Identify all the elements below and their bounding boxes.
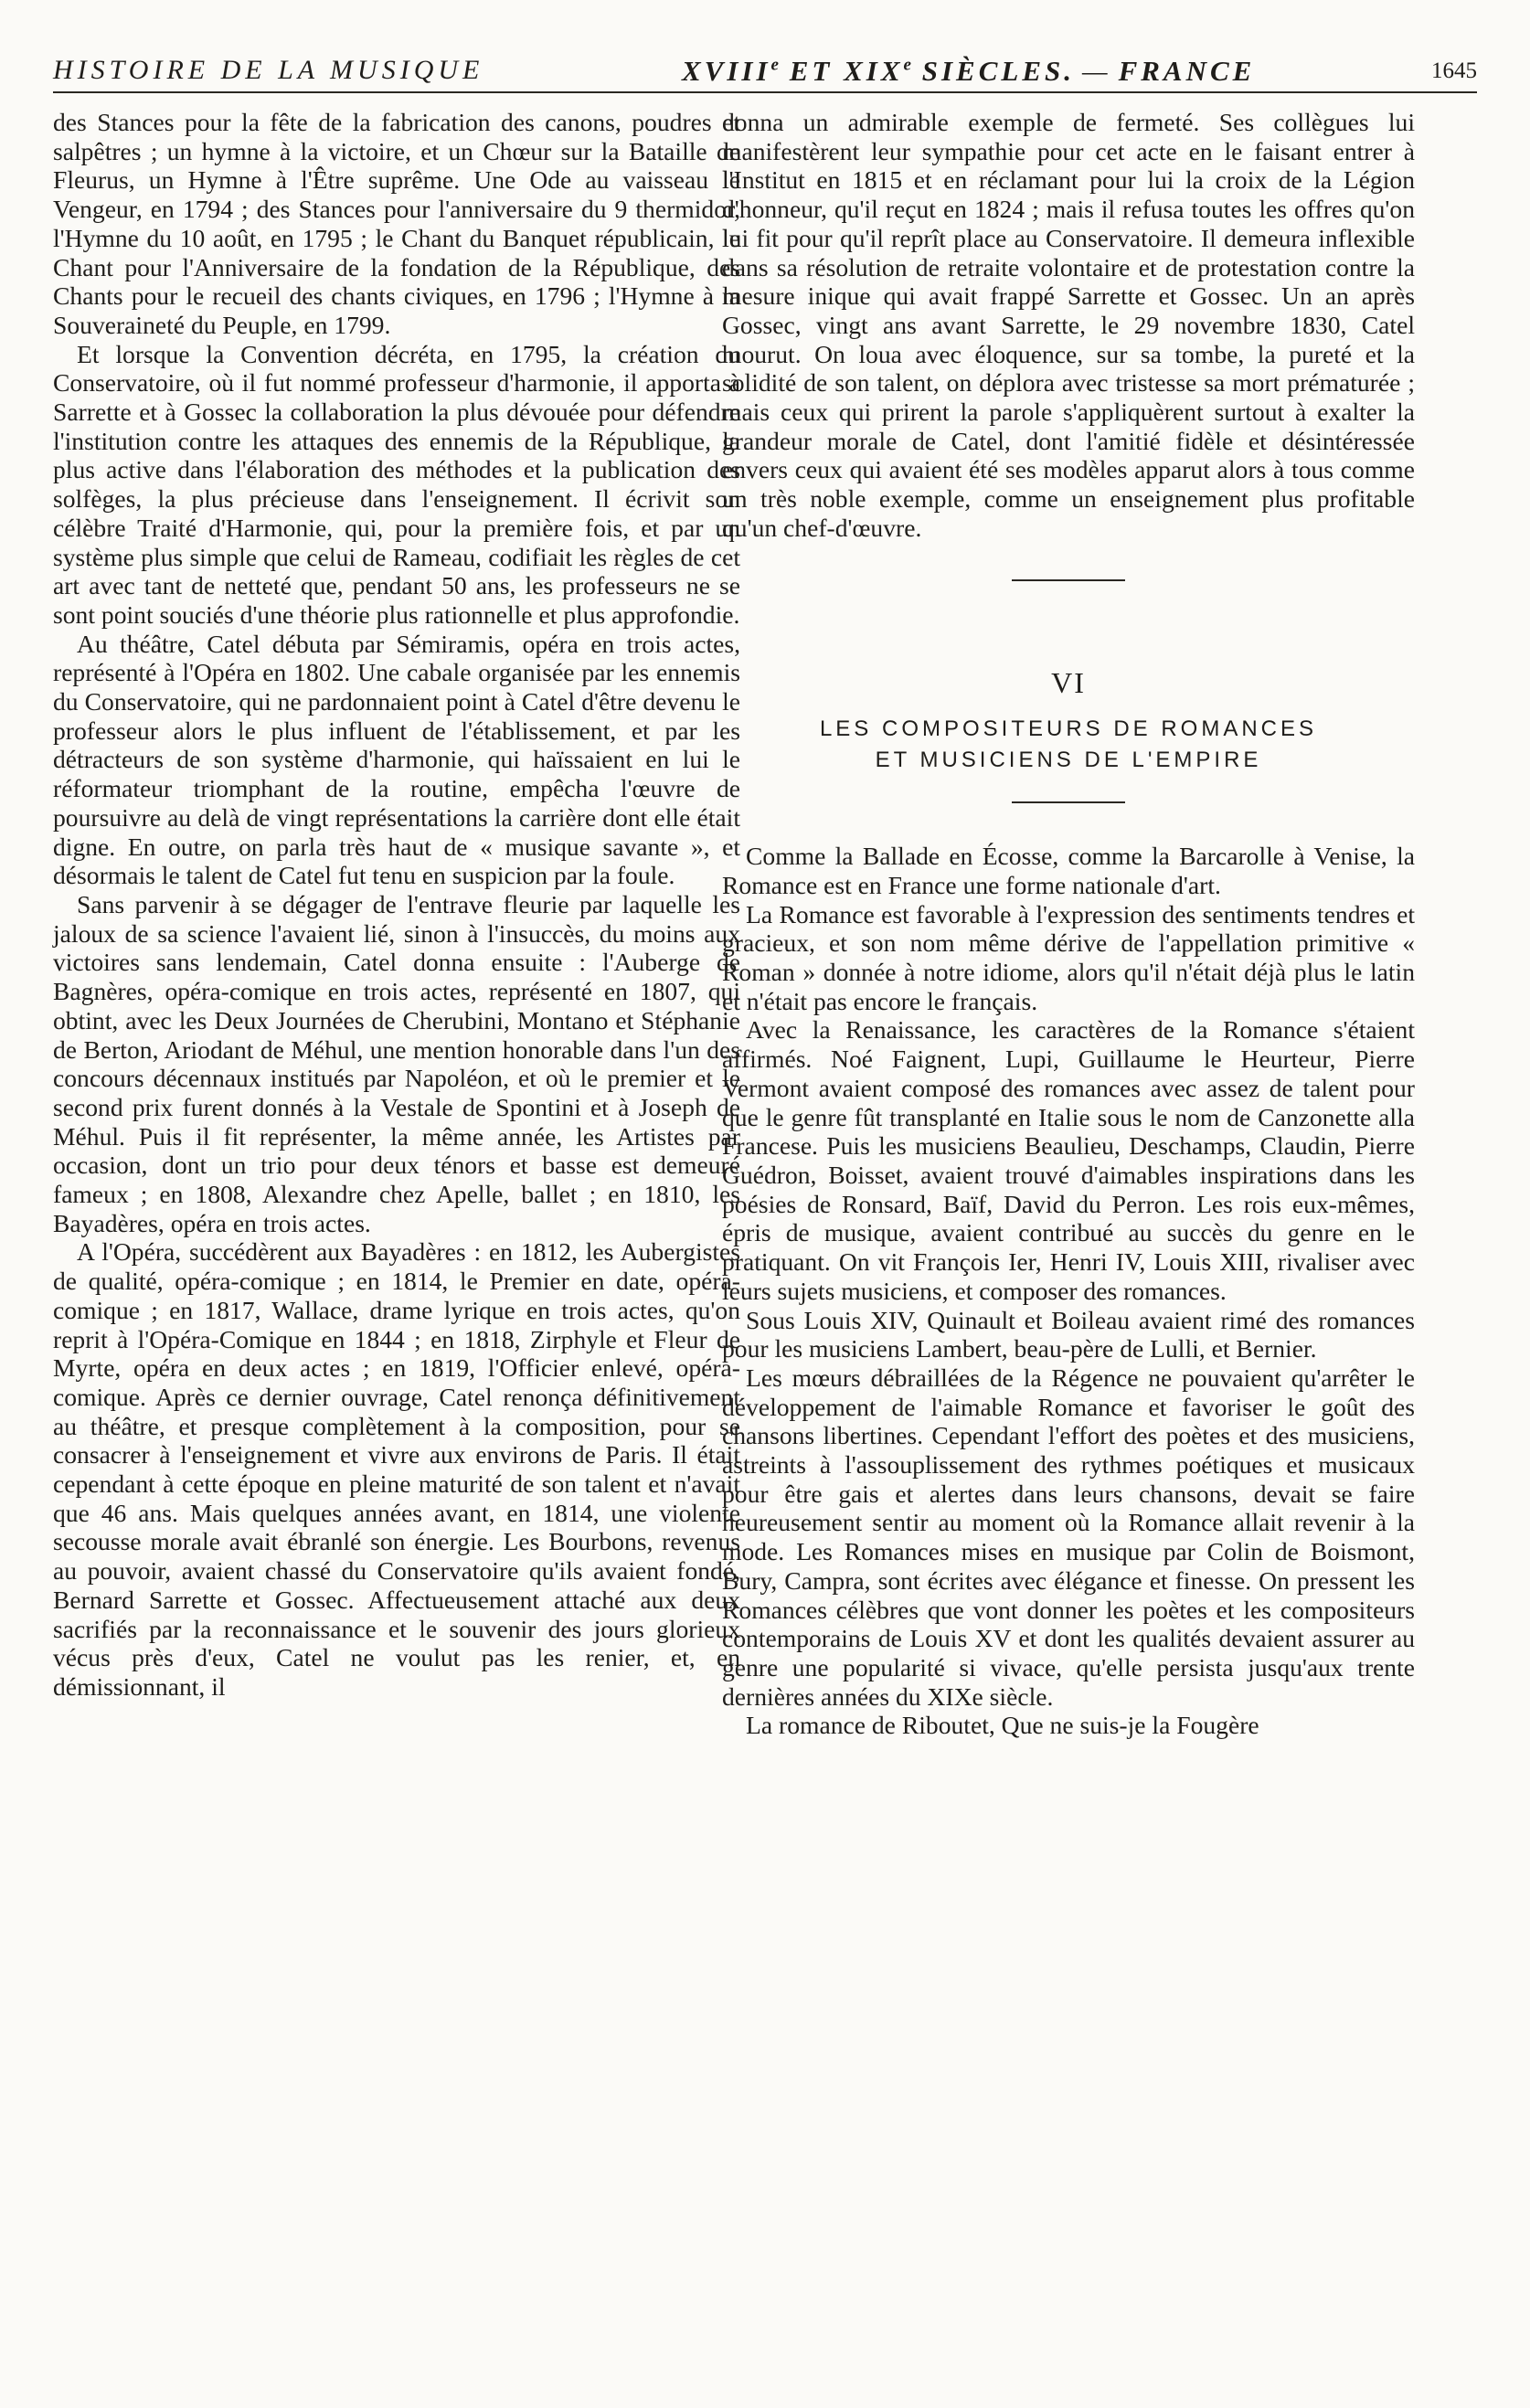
header-country: FRANCE (1118, 55, 1256, 87)
left-paragraph-2: Et lorsque la Convention décréta, en 1795, la création du Conservatoire, où il fut nommé professeur d'harmonie, il apporta à Sarrette et à Gossec la collaboration la plus dévouée pour défendre l'institution contre les attaques des ennemis de la République, la plus active dans l'élaboration des méthodes et la publication des solfèges, la plus précieuse dans l'enseignement. Il écrivit son célèbre Traité d'Harmonie, qui, pour la première fois, et par un système plus simple que celui de Rameau, codifiait les règles de cet art avec tant de netteté que, pendant 50 ans, les professeurs ne se sont point souciés d'une théorie plus rationnelle et plus approfondie. (53, 339, 740, 629)
header-dash: — (1081, 55, 1111, 87)
header-century2-sup: e (903, 55, 911, 75)
right-paragraph-1: Comme la Ballade en Écosse, comme la Barcarolle à Venise, la Romance est en France une forme nationale d'art. (722, 842, 1415, 899)
left-paragraph-1: des Stances pour la fête de la fabrication des canons, poudres et salpêtres ; un hymne à la victoire, et un Chœur sur la Bataille de Fleurus, un Hymne à l'Être suprême. Une Ode au vaisseau le Vengeur, en 1794 ; des Stances pour l'anniversaire du 9 thermidor, l'Hymne du 10 août, en 1795 ; le Chant du Banquet républicain, le Chant pour l'Anniversaire de la fondation de la République, des Chants pour le recueil des chants civiques, en 1796 ; l'Hymne à la Souveraineté du Peuple, en 1799. (53, 108, 740, 339)
left-column (53, 108, 740, 1702)
right-paragraph-5: Les mœurs débraillées de la Régence ne pouvaient qu'arrêter le développement de l'aimable Romance et favoriser le goût des chansons libertines. Cependant l'effort des poètes et des musiciens, astreints à l'assouplissement des rythmes poétiques et musicaux pour être gais et alertes dans leurs chansons, devait se faire heureusement sentir au moment où la Romance allait revenir à la mode. Les Romances mises en musique par Colin de Boismont, Bury, Campra, sont écrites avec élégance et finesse. On pressent les Romances célèbres que vont donner les poètes et les compositeurs contemporains de Louis XV et dont les qualités devaient assurer au genre une popularité si vivace, qu'elle persista jusqu'aux trente dernières années du XIXe siècle. (722, 1363, 1415, 1711)
right-paragraph-2: La Romance est favorable à l'expression des sentiments tendres et gracieux, et son nom même dérive de l'appellation primitive « Roman » donnée à notre idiome, alors qu'il n'était déjà plus le latin et n'était pas encore le français. (722, 899, 1415, 1015)
header-title: HISTOIRE DE LA MUSIQUE (53, 55, 484, 85)
section-number: VI (1051, 665, 1086, 699)
header-century2: XIX (844, 55, 904, 87)
left-paragraph-5: A l'Opéra, succédèrent aux Bayadères : en 1812, les Aubergistes de qualité, opéra-comique ; en 1814, le Premier en date, opéra-comique ; en 1817, Wallace, drame lyrique en trois actes, qu'on reprit à l'Opéra-Comique en 1844 ; en 1818, Zirphyle et Fleur de Myrte, opéra en deux actes ; en 1819, l'Officier enlevé, opéra-comique. Après ce dernier ouvrage, Catel renonça définitivement au théâtre, et presque complètement à la composition, pour se consacrer à l'enseignement et vivre aux environs de Paris. Il était cependant à cette époque en pleine maturité de son talent et n'avait que 46 ans. Mais quelques années avant, en 1814, une violente secousse morale avait ébranlé son énergie. Les Bourbons, revenus au pouvoir, avaient chassé du Conservatoire qu'ils avaient fondé, Bernard Sarrette et Gossec. Affectueusement attaché aux deux sacrifiés par la reconnaissance et le souvenir des jours glorieux vécus près d'eux, Catel ne voulut pas les renier, et, en démissionnant, il (53, 1237, 740, 1701)
header-siecles: SIÈCLES. (921, 55, 1075, 87)
left-paragraph-3: Au théâtre, Catel débuta par Sémiramis, opéra en trois actes, représenté à l'Opéra en 1802. Une cabale organisée par les ennemis du Conservatoire, qui ne pardonnaient point à Catel d'être devenu le professeur alors le plus influent de l'établissement, et par les détracteurs de son système d'harmonie, qui haïssaient en lui le réformateur triomphant de la routine, empêcha l'œuvre de poursuivre au delà de vingt représentations la carrière dont elle était digne. En outre, on parla très haut de « musique savante », et désormais le talent de Catel fut tenu en suspicion par la foule. (53, 629, 740, 890)
right-intro-paragraph: donna un admirable exemple de fermeté. Ses collègues lui manifestèrent leur sympathie pour cet acte en le faisant entrer à l'Institut en 1815 et en réclamant pour lui la croix de la Légion d'honneur, qu'il reçut en 1824 ; mais il refusa toutes les offres qu'on lui fit pour qu'il reprît place au Conservatoire. Il demeura inflexible dans sa résolution de retraite volontaire et de protestation contre la mesure inique qui avait frappé Sarrette et Gossec. Un an après Gossec, vingt ans avant Sarrette, le 29 novembre 1830, Catel mourut. On loua avec éloquence, sur sa tombe, la pureté et la solidité de son talent, on déplora avec tristesse sa mort prématurée ; mais ceux qui prirent la parole s'appliquèrent surtout à exalter la grandeur morale de Catel, dont l'amitié fidèle et désintéressée envers ceux qui avaient été ses modèles apparut alors à tous comme un très noble exemple, comme un enseignement plus profitable qu'un chef-d'œuvre. (722, 108, 1415, 542)
header-period (682, 55, 1255, 88)
header-et: ET (789, 55, 834, 87)
right-paragraph-6: La romance de Riboutet, Que ne suis-je la Fougère (746, 1711, 1259, 1740)
left-paragraph-4: Sans parvenir à se dégager de l'entrave fleurie par laquelle les jaloux de sa science l'avaient lié, sinon à l'insuccès, du moins aux victoires sans lendemain, Catel donna ensuite : l'Auberge de Bagnères, opéra-comique en trois actes, représenté en 1807, qui obtint, avec les Deux Journées de Cherubini, Montano et Stéphanie de Berton, Ariodant de Méhul, une mention honorable dans l'un des concours décennaux institués par Napoléon, et où le premier et le second prix furent donnés à la Vestale de Spontini et à Joseph de Méhul. Puis il fit représenter, la même année, les Artistes par occasion, dont un trio pour deux ténors et basse est demeuré fameux ; en 1808, Alexandre chez Apelle, ballet ; en 1810, les Bayadères, opéra en trois actes. (53, 889, 740, 1237)
page-number: 1645 (1431, 58, 1477, 83)
right-column (722, 108, 1415, 1740)
right-paragraph-3: Avec la Renaissance, les caractères de la Romance s'étaient affirmés. Noé Faignent, Lupi, Guillaume le Heurteur, Pierre Vermont avaient composé des romances avec assez de talent pour que le genre fût transplanté en Italie sous le nom de Canzonette alla Francese. Puis les musiciens Beaulieu, Deschamps, Claudin, Pierre Guédron, Boisset, avaient trouvé d'aimables inspirations dans les poésies de Ronsard, Baïf, David du Perron. Les rois eux-mêmes, épris de musique, avaient contribué au succès du genre en le pratiquant. On vit François Ier, Henri IV, Louis XIII, rivaliser avec leurs sujets musiciens, et composer des romances. (722, 1015, 1415, 1305)
section-title-line1: LES COMPOSITEURS DE ROMANCES (819, 716, 1318, 742)
header-century1-sup: e (770, 55, 779, 75)
running-header (53, 55, 1477, 93)
header-century1: XVIII (682, 55, 771, 87)
right-paragraph-4: Sous Louis XIV, Quinault et Boileau avaient rimé des romances pour les musiciens Lambert, beau-père de Lulli, et Bernier. (722, 1305, 1415, 1363)
section-title-line2: ET MUSICIENS DE L'EMPIRE (875, 748, 1262, 773)
